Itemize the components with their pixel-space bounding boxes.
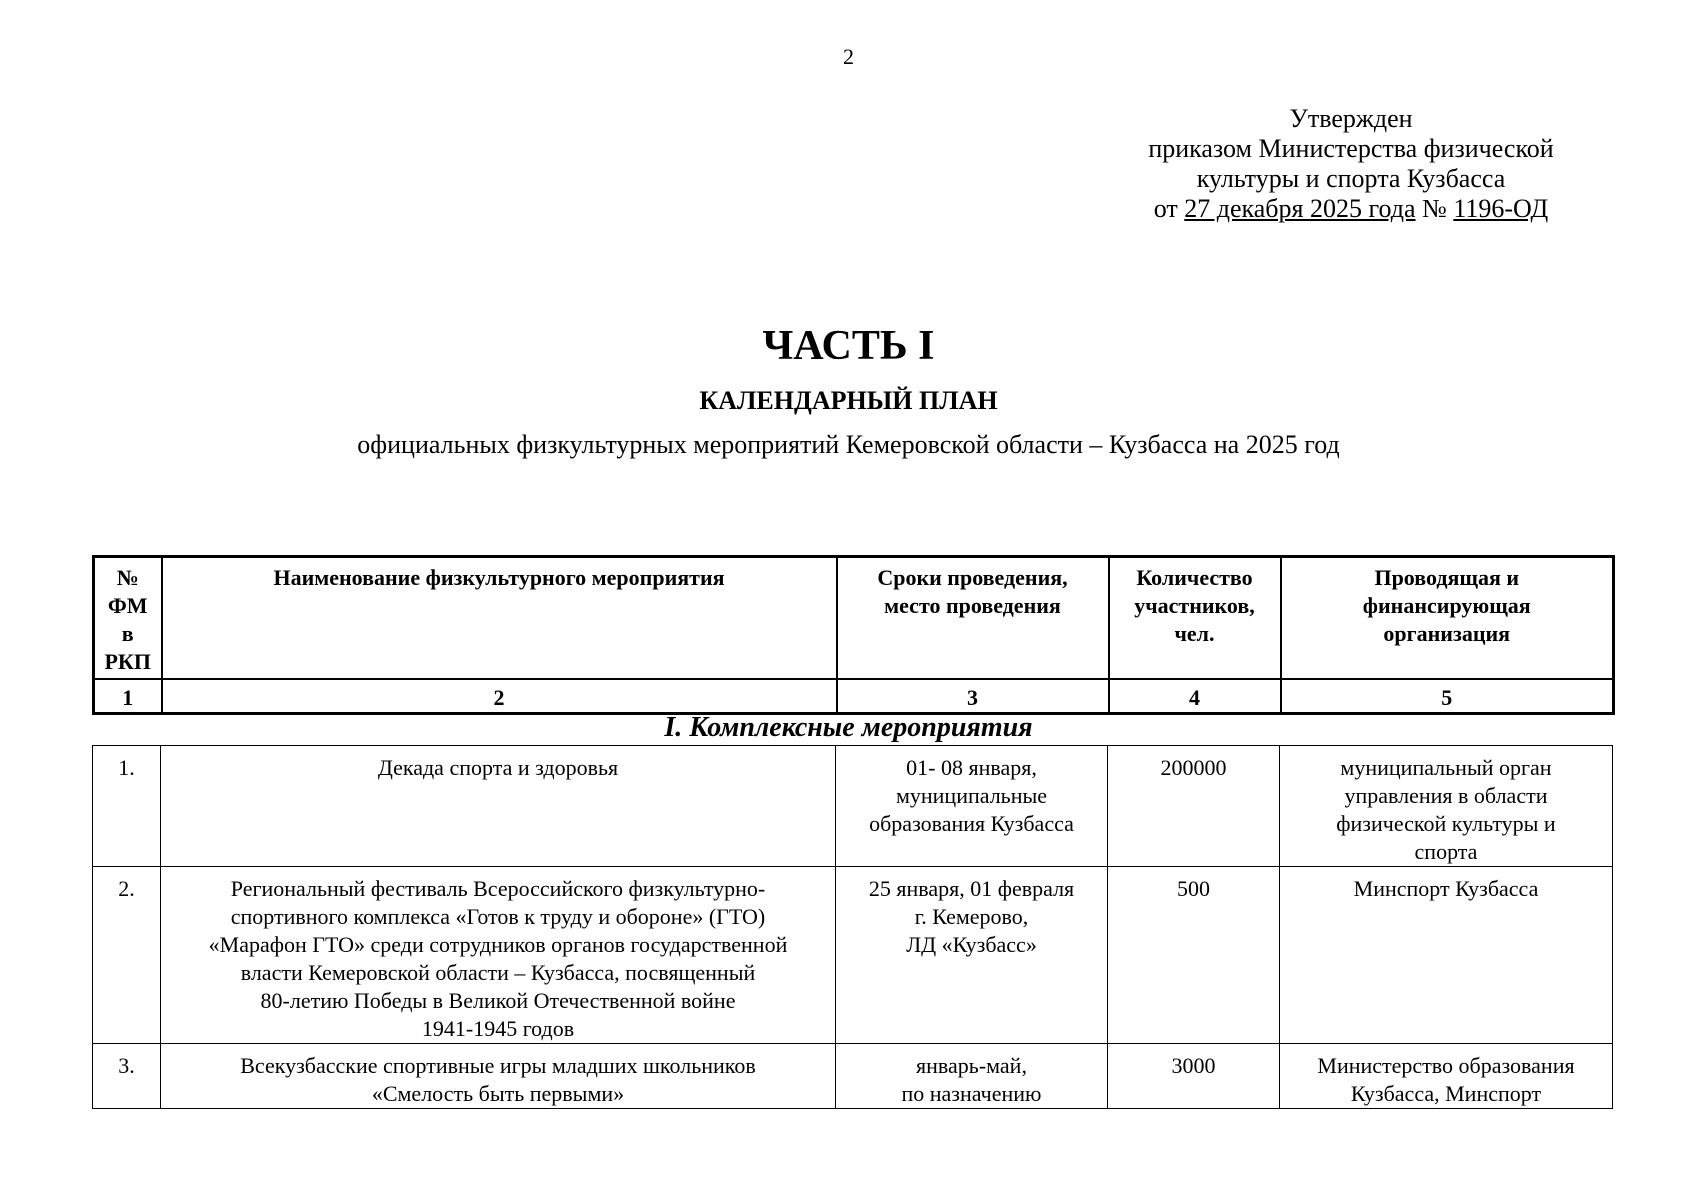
event-name: Всекузбасские спортивные игры младших школьников «Смелость быть первыми» xyxy=(161,1044,836,1109)
header-organizer: Проводящая и финансирующая организация xyxy=(1281,557,1614,680)
column-number-1: 1 xyxy=(94,679,162,714)
approval-block xyxy=(1108,104,1594,224)
event-organizer: Минспорт Кузбасса xyxy=(1280,867,1613,1044)
approval-date: 27 декабря 2025 года xyxy=(1184,194,1416,223)
plan-title: КАЛЕНДАРНЫЙ ПЛАН xyxy=(699,386,998,415)
column-number-row xyxy=(94,679,1614,714)
header-participants: Количество участников, чел. xyxy=(1109,557,1281,680)
approval-number-sign: № xyxy=(1422,194,1447,223)
table-header xyxy=(92,555,1615,715)
column-number-5: 5 xyxy=(1281,679,1614,714)
page-number: 2 xyxy=(843,44,854,69)
approval-line-1: Утвержден xyxy=(1289,104,1413,133)
column-number-4: 4 xyxy=(1109,679,1281,714)
header-number: № ФМ в РКП xyxy=(94,557,162,680)
approval-line-2: приказом Министерства физической xyxy=(1148,134,1554,163)
event-dates: 25 января, 01 февраля г. Кемерово, ЛД «Кузбасс» xyxy=(836,867,1108,1044)
events-table xyxy=(92,745,1613,1109)
column-number-3: 3 xyxy=(837,679,1109,714)
approval-line-4 xyxy=(1108,194,1594,224)
plan-subtitle: официальных физкультурных мероприятий Кемеровской области – Кузбасса на 2025 год xyxy=(357,430,1340,459)
approval-line-3: культуры и спорта Кузбасса xyxy=(1196,164,1506,193)
header-event-name: Наименование физкультурного мероприятия xyxy=(162,557,837,680)
table-row xyxy=(93,746,1613,867)
table-row xyxy=(93,1044,1613,1109)
event-participants: 500 xyxy=(1108,867,1280,1044)
approval-number: 1196-ОД xyxy=(1453,194,1549,223)
event-name: Декада спорта и здоровья xyxy=(161,746,836,867)
section-title: I. Комплексные мероприятия xyxy=(664,712,1033,743)
event-organizer: Министерство образования Кузбасса, Минспорт xyxy=(1280,1044,1613,1109)
column-number-2: 2 xyxy=(162,679,837,714)
row-number: 2. xyxy=(93,867,161,1044)
header-row xyxy=(94,557,1614,680)
row-number: 3. xyxy=(93,1044,161,1109)
table-row xyxy=(93,867,1613,1044)
header-dates-place: Сроки проведения, место проведения xyxy=(837,557,1109,680)
event-name: Региональный фестиваль Всероссийского физкультурно- спортивного комплекса «Готов к труду и обороне» (ГТО) «Марафон ГТО» среди сотрудников органов государственной власти Кемеровской области – Кузбасса, посвященный 80-летию Победы в Великой Отечественной войне 1941-1945 годов xyxy=(161,867,836,1044)
approval-prefix: от xyxy=(1153,194,1178,223)
part-title: ЧАСТЬ I xyxy=(762,323,935,369)
event-organizer: муниципальный орган управления в области физической культуры и спорта xyxy=(1280,746,1613,867)
row-number: 1. xyxy=(93,746,161,867)
event-dates: 01- 08 января, муниципальные образования Кузбасса xyxy=(836,746,1108,867)
event-participants: 3000 xyxy=(1108,1044,1280,1109)
event-participants: 200000 xyxy=(1108,746,1280,867)
event-dates: январь-май, по назначению xyxy=(836,1044,1108,1109)
